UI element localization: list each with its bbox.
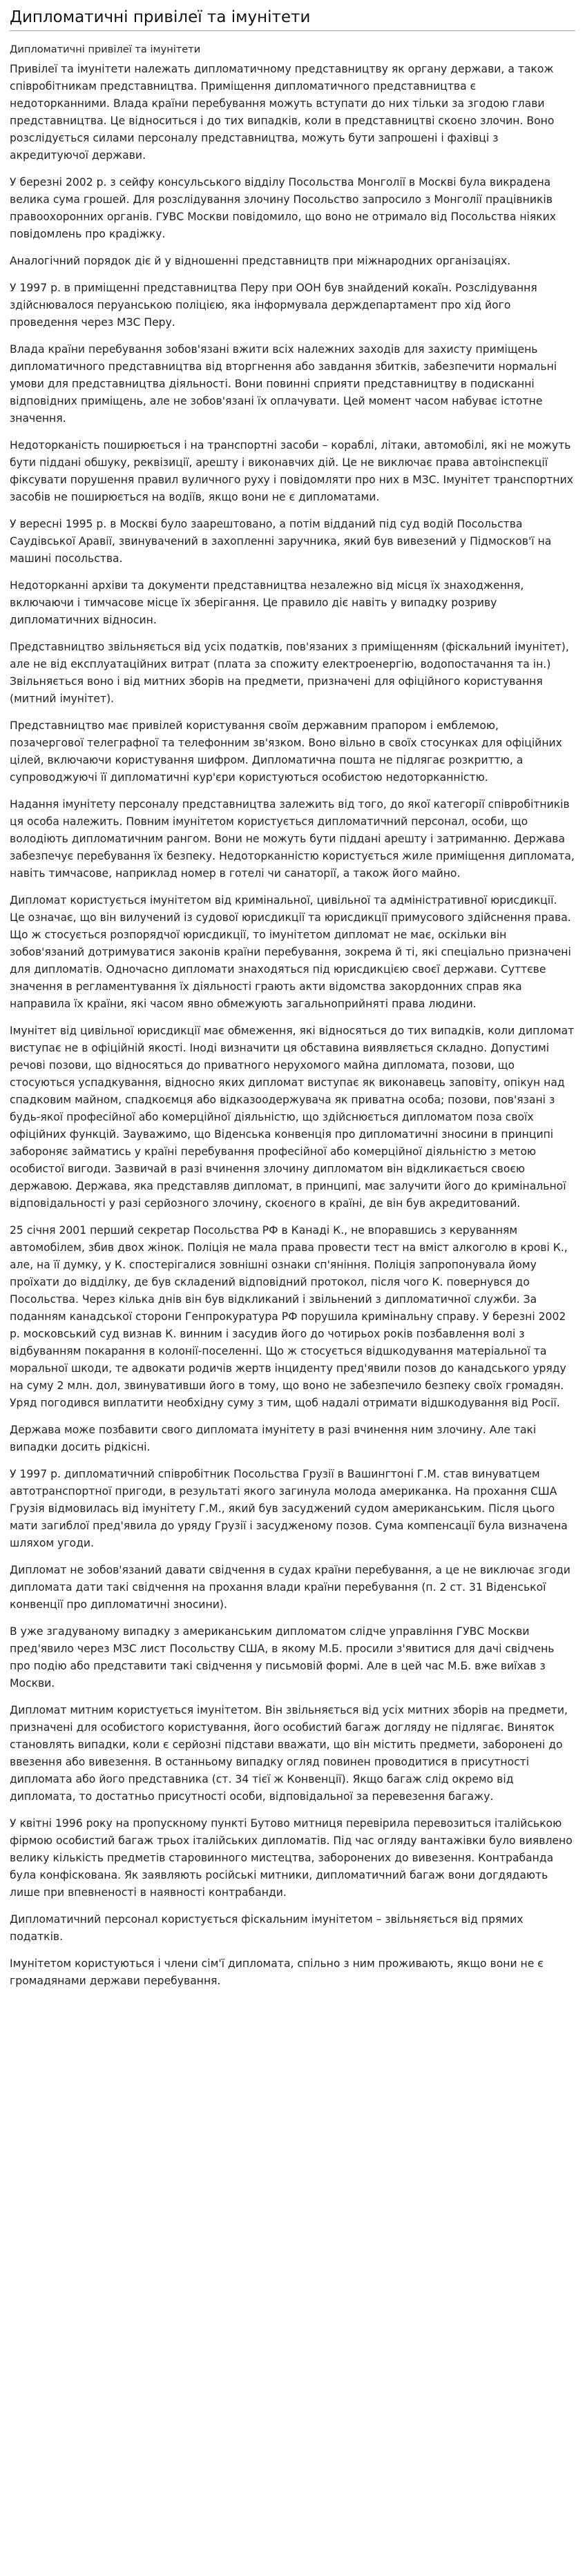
paragraph: Аналогічний порядок діє й у відношенні представництв при міжнародних організаціях. [10,255,511,267]
article-content [10,61,575,1990]
paragraph: Дипломатичний персонал користується фіскальним імунітетом – звільняється від прямих податків. [10,1913,524,1943]
paragraph: Дипломат митним користується імунітетом. Він звільняється від усіх митних зборів на предмети, призначені для особистого користування, його особистий багаж догляду не підлягає. Виняток становлять випадки, коли є серйозні підстави вважати, що він містить предмети, заборонені до ввезення або вивезення. В останньому випадку огляд повинен проводитися в присутності дипломата або його представника (ст. 34 тієї ж Конвенції). Якщо багаж слід окремо від дипломата, то достатньо присутності особи, відповідальної за перевезення багажу. [10,1704,568,1803]
page-title: Дипломатичні привілеї та імунітети [10,6,575,31]
paragraph: Представництво має привілей користування своїм державним прапором і емблемою, позачергової телеграфної та телефонним зв'язком. Воно вільно в своїх стосунках для офіційних цілей, включаючи користування шифром. Дипломатична пошта не підлягає розкриттю, а супроводжуючі її дипломатичні кур'єри користуються особистою недоторканністю. [10,719,562,784]
paragraph: Дипломат не зобов'язаний давати свідчення в судах країни перебування, а це не виключає згоди дипломата дати такі свідчення на прохання влади країни перебування (п. 2 ст. 31 Віденської конвенції про дипломатичні зносини). [10,1564,570,1611]
paragraph: 25 січня 2001 перший секретар Посольства РФ в Канаді К., не впоравшись з керуванням автомобілем, збив двох жінок. Поліція не мала права провести тест на вміст алкоголю в крові К., але, на її думку, у К. спостерігалися зовнішні ознаки сп'яніння. Поліція запропонувала йому проїхати до відділку, де був складений відповідний протокол, після чого К. повернувся до Посольства. Через кілька днів він був відкликаний і звільнений з дипломатичної служби. За поданням канадської сторони Генпрокуратура РФ порушила кримінальну справу. У березні 2002 р. московський суд визнав К. винним і засудив його до чотирьох років позбавлення волі з відбуванням покарання в колонії-поселенні. Що ж стосується відшкодування матеріальної та моральної шкоди, те адвокати родичів жертв інциденту пред'явили позов до канадського уряду на суму 2 млн. дол, звинувативши його в тому, що воно не забезпечило безпеку своїх громадян. Уряд погодився виплатити необхідну суму з тим, щоб надалі отримати відшкодування від Росії. [10,1224,568,1409]
paragraph: Надання імунітету персоналу представництва залежить від того, до якої категорії співробітників ця особа належить. Повним імунітетом користується дипломатичний персонал, особи, що володіють дипломатичним рангом. Вони не можуть бути піддані арешту і затриманню. Держава забезпечує перебування їх безпеку. Недоторканністю користується жиле приміщення дипломата, навіть тимчасове, наприклад номер в готелі чи санаторії, а також його майно. [10,798,575,880]
paragraph: У квітні 1996 року на пропускному пункті Бутово митниця перевірила перевозиться італійською фірмою особистий багаж трьох італійських дипломатів. Під час огляду вантажівки було виявлено велику кількість предметів старовинного мистецтва, заборонених до вивезення. Контрабанда була конфіскована. Як заявляють російські митники, дипломатичний багаж вони догдядають лише при впевненості в наявності контрабанди. [10,1817,573,1899]
paragraph: Імунітет від цивільної юрисдикції має обмеження, які відносяться до тих випадків, коли дипломат виступає не в офіційній якості. Іноді визначити ця обставина виявляється складно. Допустимі речові позови, що відносяться до приватного нерухомого майна дипломата, позови, що стосуються успадкування, відносно яких дипломат виступає як виконавець заповіту, опікун над спадковим майном, спадкоємця або відказоодержувача як приватна особа; позови, пов'язані з будь-якої професійної або комерційної діяльністю, що здійснюється дипломатом поза своїх офіційних функцій. Зауважимо, що Віденська конвенція про дипломатичні зносини в принципі забороняє займатись у країні перебування професійної або комерційної діяльністю з метою особистої вигоди. Зазвичай в разі вчинення злочину дипломатом він відкликається своєю державою. Держава, яка представляв дипломат, в принципі, має залучити його до кримінальної відповідальності у разі серйозного злочину, скоєного в країні, де він був акредитований. [10,1025,575,1210]
paragraph: У 1997 р. дипломатичний співробітник Посольства Грузії в Вашингтоні Г.М. став винуватцем автотранспортної пригоди, в результаті якого загинула молода американка. На прохання США Грузія відмовилась від імунітету Г.М., який був засуджений судом американським. Після цього мати загиблої пред'явила до уряду Грузії і засудженому позов. Сума компенсації була визначена шляхом угоди. [10,1468,568,1549]
paragraph: Держава може позбавити свого дипломата імунітету в разі вчинення ним злочину. Але такі випадки досить рідкісні. [10,1424,537,1453]
page-subtitle: Дипломатичні привілеї та імунітети [10,43,201,55]
paragraph: У вересні 1995 р. в Москві було заарештовано, а потім відданий під суд водій Посольства Саудівської Аравії, звинувачений в захопленні заручника, який був вивезений у Підмосков'ї на машині посольства. [10,518,552,565]
paragraph: Дипломат користується імунітетом від кримінальної, цивільної та адміністративної юрисдикції. Це означає, що він вилучений із судової юрисдикції та юрисдикції примусового здійснення права. Що ж стосується розпорядчої юрисдикції, то імунітетом дипломат не має, оскільки він зобов'язаний дотримуватися законів країни перебування, зокрема й ті, які спеціально призначені для дипломатів. Одночасно дипломати знаходяться під юрисдикцією своєї держави. Суттєве значення в регламентування їх діяльності грають акти відомства закордонних справ яка направила їх країни, які часом явно обмежують загальноприйняті права людини. [10,894,571,1010]
paragraph: У 1997 р. в приміщенні представництва Перу при ООН був знайдений кокаїн. Розслідування здійснювалося перуанською поліцією, яка інформувала держдепартамент про хід його проведення через МЗС Перу. [10,282,537,329]
paragraph: Привілеї та імунітети належать дипломатичному представництву як органу держави, а також співробітникам представництва. Приміщення дипломатичного представництва є недоторканними. Влада країни перебування можуть вступати до них тільки за згодою глави представництва. Це відноситься і до тих випадків, коли в представництві скоєно злочин. Воно розслідується силами персоналу представництва, можуть бути запрошені і фахівці з акредитуючої держави. [10,63,555,162]
paragraph: Представництво звільняється від усіх податків, пов'язаних з приміщенням (фіскальний імунітет), але не від експлуатаційних витрат (плата за спожиту електроенергію, водопостачання та ін.) Звільняється воно і від митних зборів на предмети, призначені для офіційного користування (митний імунітет). [10,641,569,705]
paragraph: Недоторканні архіви та документи представництва незалежно від місця їх знаходження, включаючи і тимчасове місце їх зберігання. Це правило діє навіть у випадку розриву дипломатичних відносин. [10,579,524,626]
paragraph: Недоторканість поширюється і на транспортні засоби – кораблі, літаки, автомобілі, які не можуть бути піддані обшуку, реквізиції, арешту і виконавчих дій. Це не виключає права автоінспекції фіксувати порушення правил вуличного руху і повідомляти про них в МЗС. Імунітет транспортних засобів не поширюється на водіїв, якщо вони не є дипломатами. [10,439,573,503]
paragraph: В уже згадуваному випадку з американським дипломатом слідче управління ГУВС Москви пред'явило через МЗС лист Посольству США, в якому М.Б. просили з'явитися для дачі свідчень про подію або представити такі свідчення у письмовій формі. Але в цей час М.Б. вже виїхав з Москви. [10,1625,555,1689]
paragraph: Влада країни перебування зобов'язані вжити всіх належних заходів для захисту приміщень дипломатичного представництва від вторгнення або завдання збитків, забезпечити нормальні умови для представництва діяльності. Вони повинні сприяти представництву в подисканні відповідних приміщень, але не зобов'язані їх оплачувати. Цей момент часом набуває істотне значення. [10,343,557,425]
paragraph: Імунітетом користуються і члени сім'ї дипломата, спільно з ним проживають, якщо вони не є громадянами держави перебування. [10,1957,544,1987]
paragraph: У березні 2002 р. з сейфу консульського відділу Посольства Монголії в Москві була викрадена велика сума грошей. Для розслідування злочину Посольство запросило з Монголії працівників правоохоронних органів. ГУВС Москви повідомило, що воно не отримало від Посольства ніяких повідомлень про крадіжку. [10,176,557,240]
